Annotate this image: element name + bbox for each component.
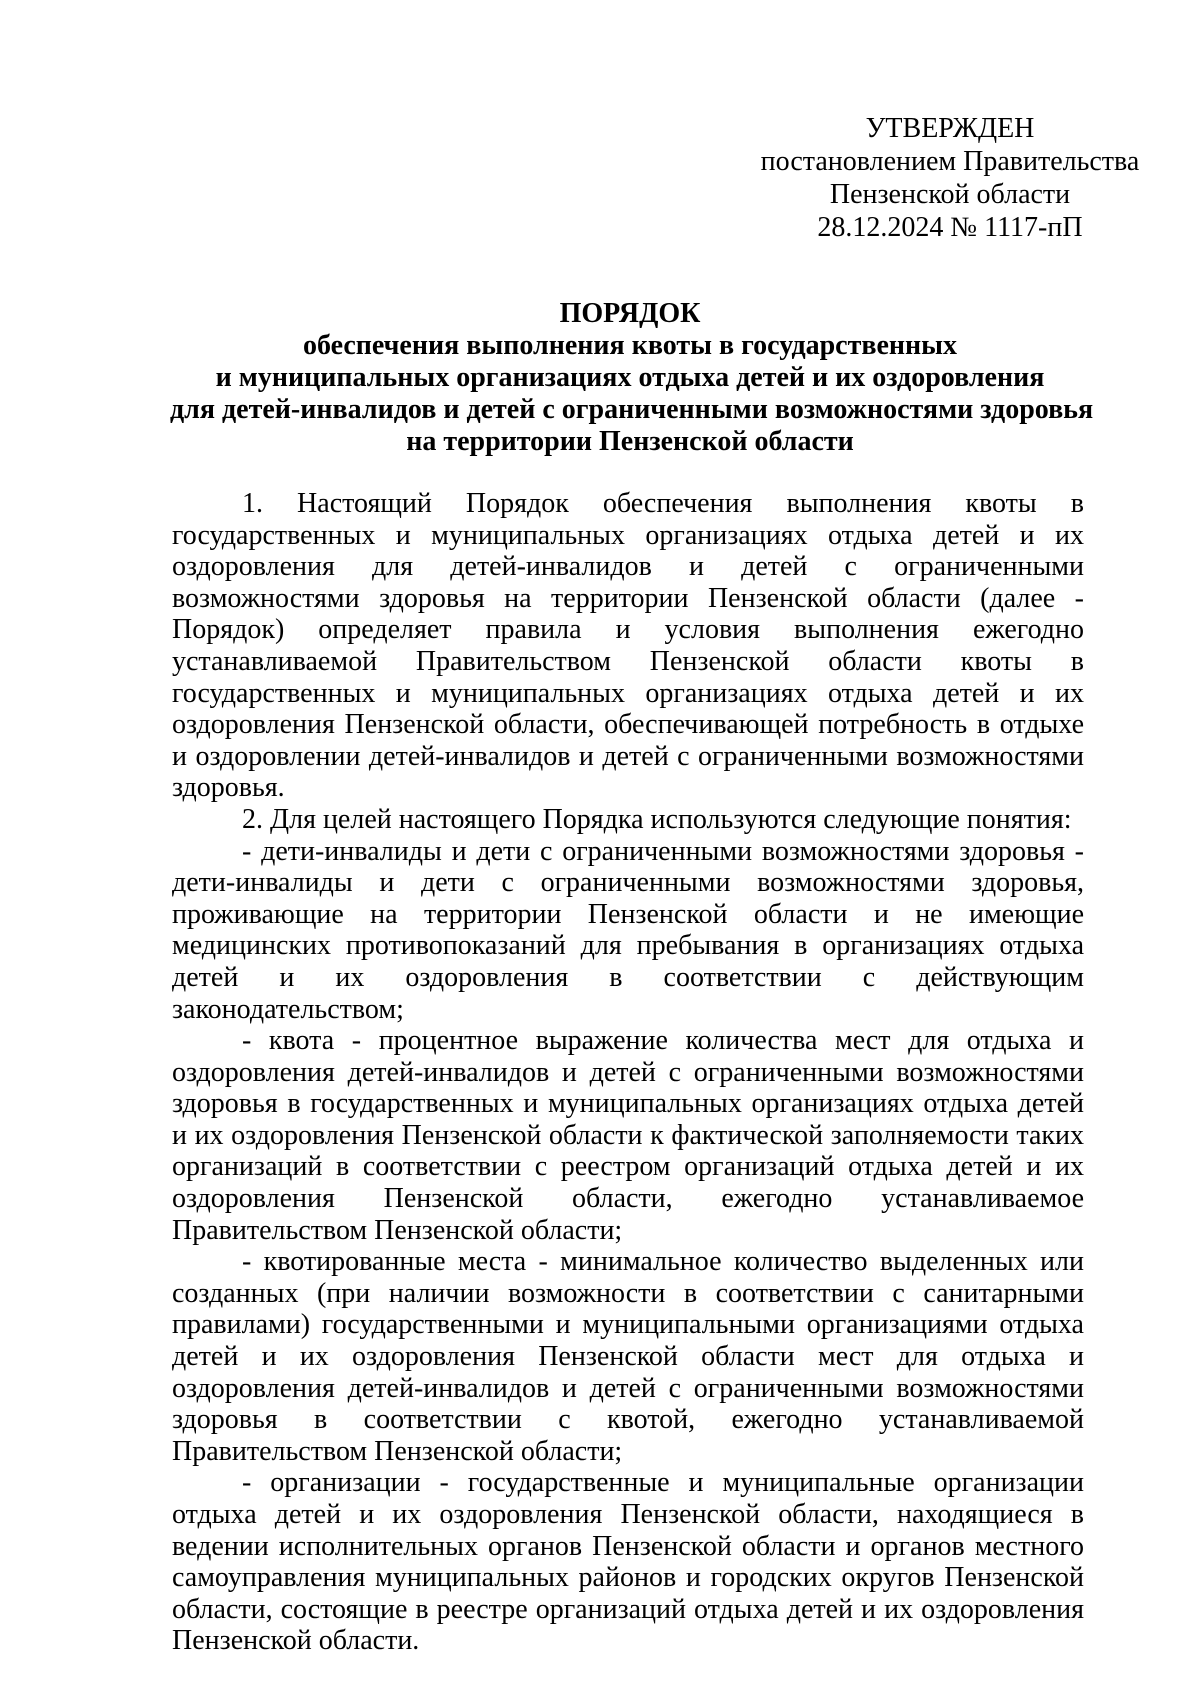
- approval-stamp: [700, 112, 1200, 244]
- definition-organizations: - организации - государственные и муниципальные организации отдыха детей и их оздоровления Пензенской области, находящиеся в ведении исполнительных органов Пензенской области и органов местного самоуправления муниципальных районов и городских округов Пензенской области, состоящие в реестре организаций отдыха детей и их оздоровления Пензенской области.: [172, 1467, 1084, 1657]
- approval-line-by-resolution: постановлением Правительства: [760, 146, 1140, 177]
- definition-quota: - квота - процентное выражение количества мест для отдыха и оздоровления детей-инвалидов и детей с ограниченными возможностями здоровья в государственных и муниципальных организациях отдыха детей и их оздоровления Пензенской области к фактической заполняемости таких организаций в соответствии с реестром организаций отдыха детей и их оздоровления Пензенской области, ежегодно устанавливаемое Правительством Пензенской области;: [172, 1025, 1084, 1246]
- title-line-2: и муниципальных организациях отдыха детей и их оздоровления: [215, 362, 1045, 393]
- paragraph-item-2: 2. Для целей настоящего Порядка используются следующие понятия:: [242, 803, 1072, 835]
- approval-line-date-number: 28.12.2024 № 1117-пП: [817, 212, 1083, 243]
- title-heading: ПОРЯДОК: [559, 298, 701, 329]
- title-line-1: обеспечения выполнения квоты в государственных: [302, 330, 958, 361]
- document-body: [172, 488, 1084, 1657]
- paragraph-item-1: 1. Настоящий Порядок обеспечения выполнения квоты в государственных и муниципальных организациях отдыха детей и их оздоровления для детей-инвалидов и детей с ограниченными возможностями здоровья на территории Пензенской области (далее - Порядок) определяет правила и условия выполнения ежегодно устанавливаемой Правительством Пензенской области квоты в государственных и муниципальных организациях отдыха детей и их оздоровления Пензенской области, обеспечивающей потребность в отдыхе и оздоровлении детей-инвалидов и детей с ограниченными возможностями здоровья.: [172, 488, 1084, 804]
- title-line-3: для детей-инвалидов и детей с ограниченными возможностями здоровья: [170, 394, 1094, 425]
- document-title: [170, 298, 1094, 458]
- approval-line-approved: УТВЕРЖДЕН: [865, 113, 1035, 144]
- title-line-4: на территории Пензенской области: [406, 426, 854, 457]
- definition-quota-places: - квотированные места - минимальное количество выделенных или созданных (при наличии возможности в соответствии с санитарными правилами) государственными и муниципальными организациями отдыха детей и их оздоровления Пензенской области мест для отдыха и оздоровления детей-инвалидов и детей с ограниченными возможностями здоровья в соответствии с квотой, ежегодно устанавливаемой Правительством Пензенской области;: [172, 1246, 1084, 1467]
- definition-children-disabilities: - дети-инвалиды и дети с ограниченными возможностями здоровья - дети-инвалиды и дети с ограниченными возможностями здоровья, проживающие на территории Пензенской области и не имеющие медицинских противопоказаний для пребывания в организациях отдыха детей и их оздоровления в соответствии с действующим законодательством;: [172, 835, 1084, 1025]
- approval-line-region: Пензенской области: [829, 179, 1071, 210]
